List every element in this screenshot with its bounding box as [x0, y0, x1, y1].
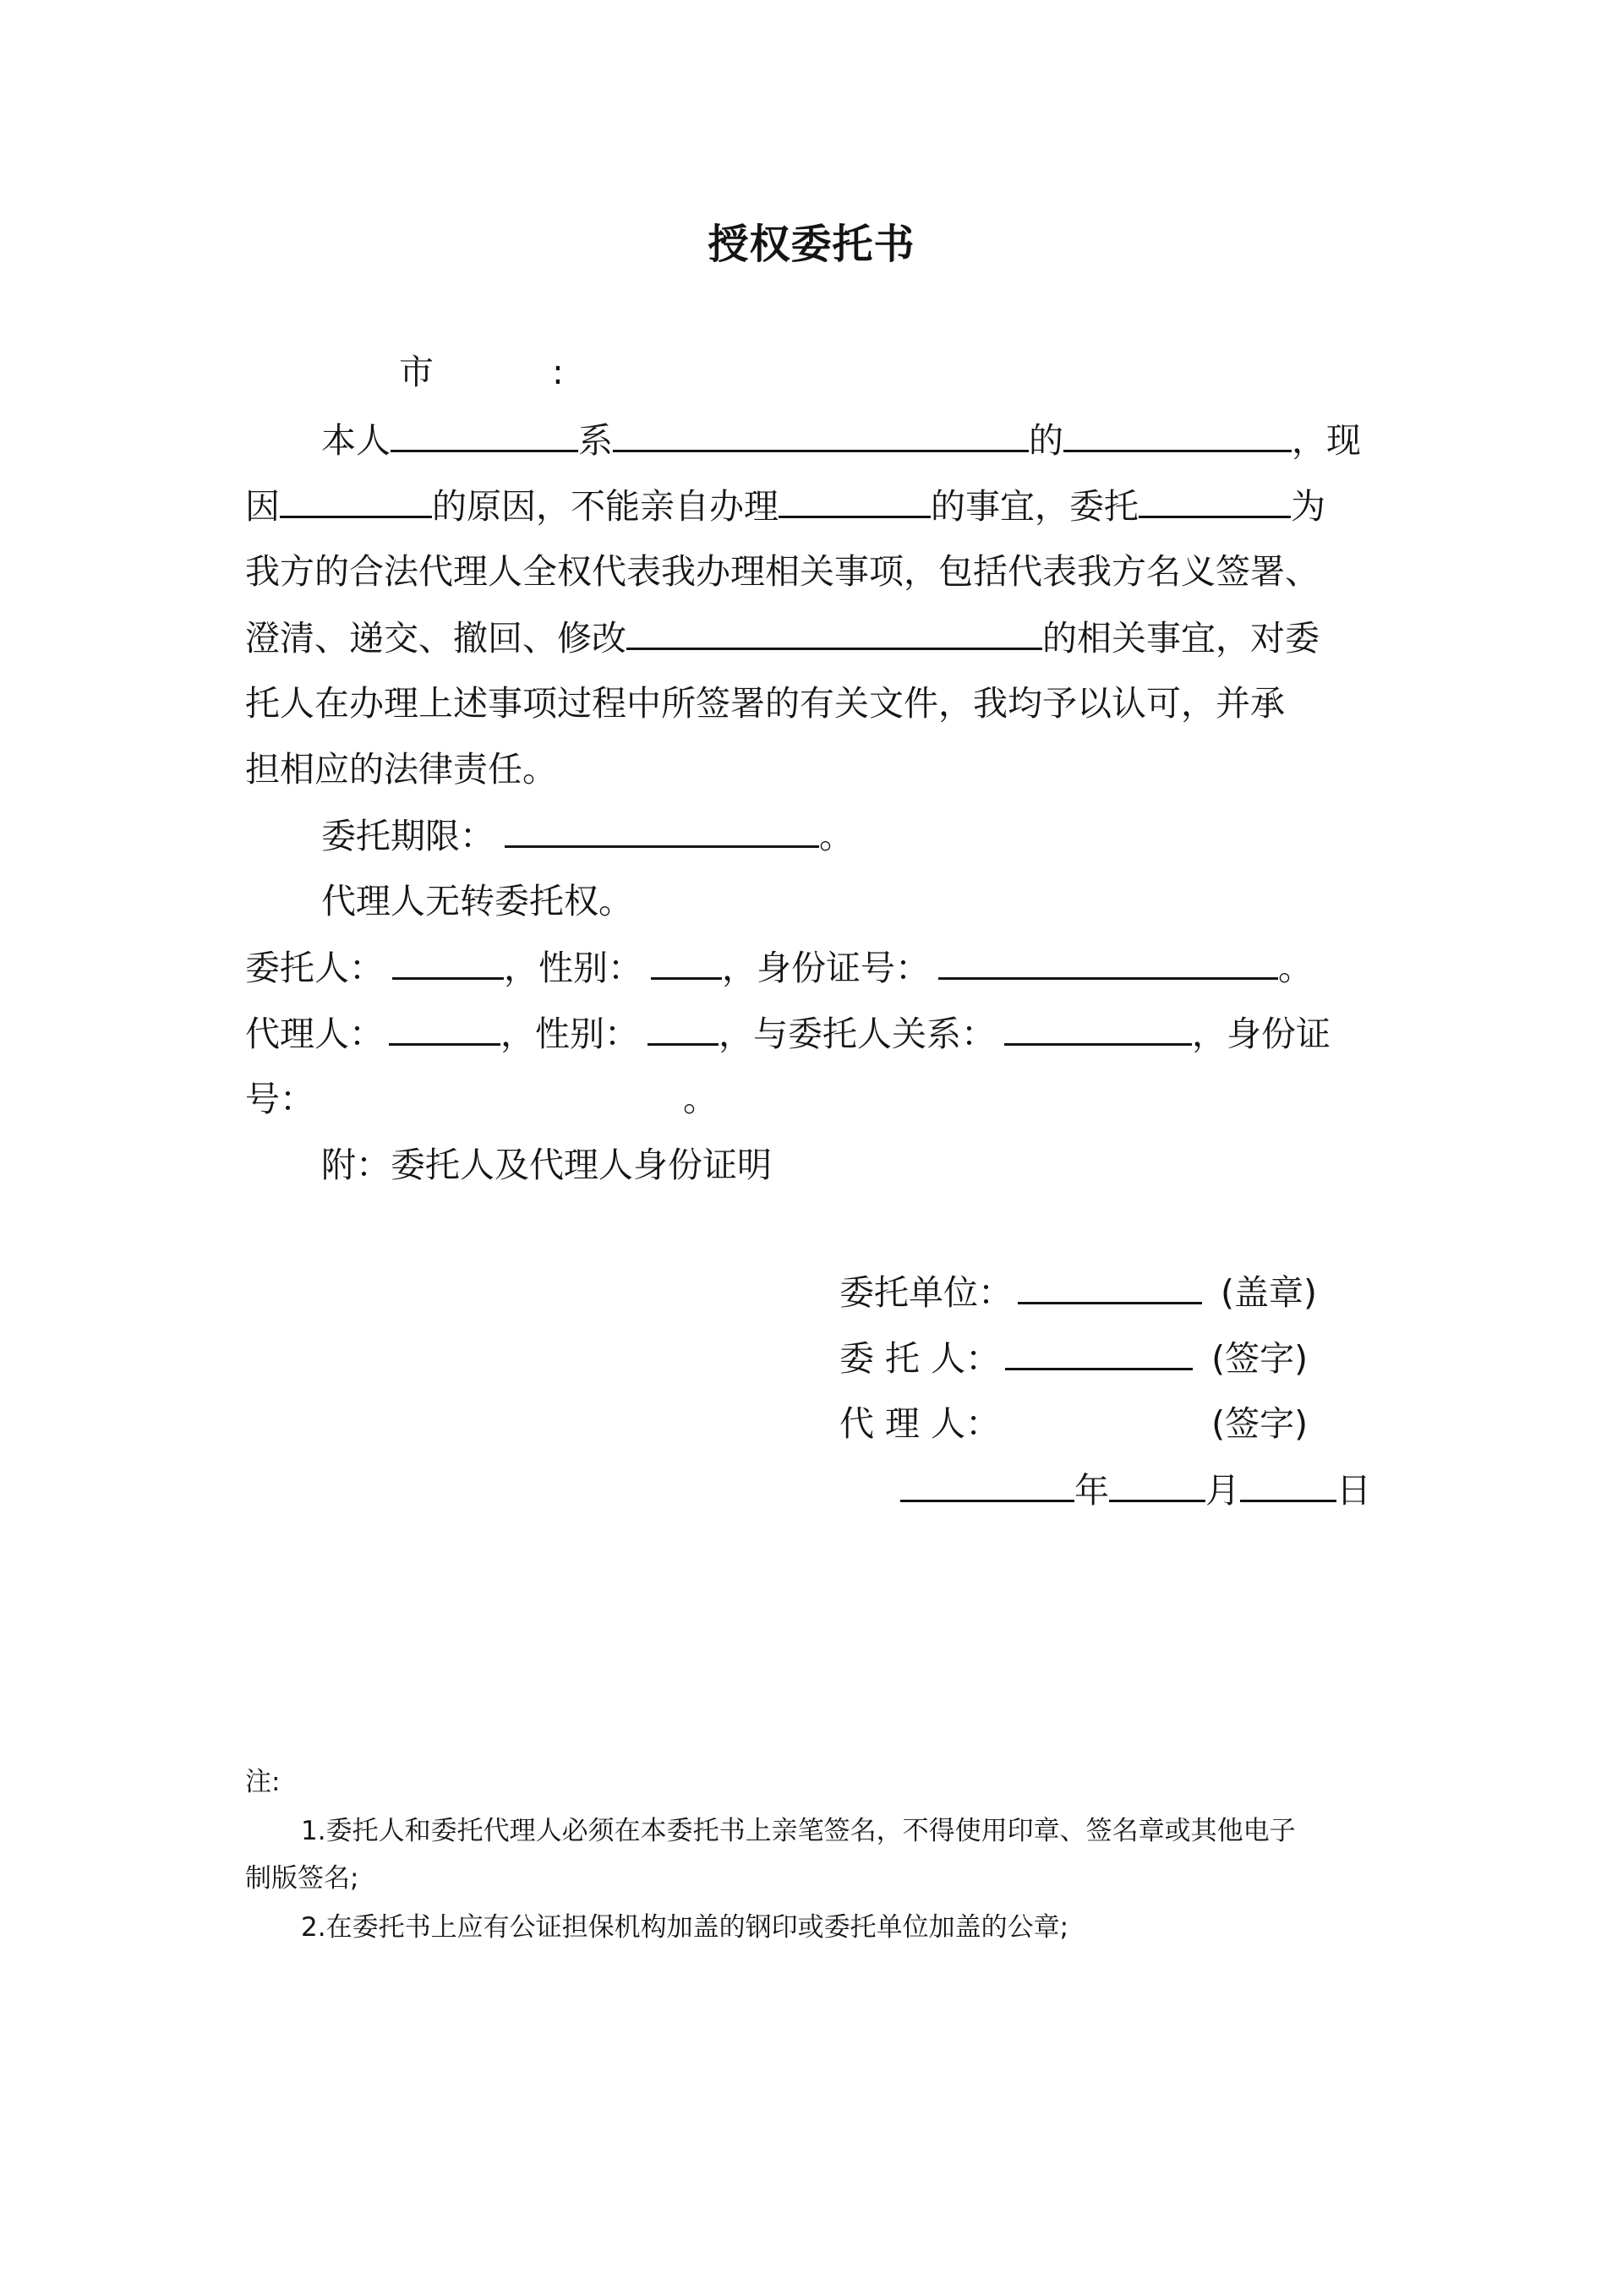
agent-label: 代理人： — [245, 1014, 384, 1054]
agent-name-blank[interactable] — [1139, 482, 1291, 518]
text-xian: ，现 — [1292, 420, 1361, 461]
agent-gender-blank[interactable] — [648, 1009, 719, 1046]
project-blank[interactable] — [626, 614, 1042, 650]
paragraph-line-3: 我方的合法代理人全权代表我办理相关事项，包括代表我方名义签署、 — [245, 551, 1320, 592]
addressee-city: 市 — [399, 352, 434, 392]
text-shiyi: 的事宜，委托 — [931, 486, 1139, 527]
principal-label: 委托人： — [245, 948, 384, 988]
paragraph-line-1 — [321, 416, 1361, 464]
text-xi: 系 — [578, 420, 613, 461]
agent-id-label: ，身份证 — [1192, 1014, 1331, 1054]
unit-suffix: (盖章) — [1221, 1272, 1317, 1313]
unit-label: 委托单位： — [839, 1272, 1013, 1313]
note-2: 2.在委托书上应有公证担保机构加盖的钢印或委托单位加盖的公章; — [301, 1912, 1069, 1943]
note-1b: 制版签名; — [245, 1863, 359, 1894]
text-wei: 为 — [1291, 486, 1325, 527]
principal-gender-blank[interactable] — [651, 943, 722, 980]
principal-signature-row — [839, 1334, 1308, 1382]
paragraph-line-5: 托人在办理上述事项过程中所签署的有关文件，我均予以认可，并承 — [245, 683, 1285, 724]
agent-signature-row — [839, 1400, 1308, 1447]
agent-gender-label: ，性别： — [500, 1014, 639, 1054]
agent-line — [245, 1009, 1331, 1058]
text-benren: 本人 — [321, 420, 391, 461]
relation-label: ，与委托人关系： — [719, 1014, 996, 1054]
text-de: 的 — [1029, 420, 1063, 461]
agent-id-label2: 号： — [245, 1079, 314, 1119]
month-blank[interactable] — [1109, 1466, 1205, 1502]
text-yin: 因 — [245, 486, 280, 527]
unit-signature-row — [839, 1268, 1317, 1316]
agent-id-line — [245, 1075, 718, 1123]
date-row — [900, 1466, 1371, 1514]
day-blank[interactable] — [1240, 1466, 1336, 1502]
text-reason: 的原因，不能亲自办理 — [432, 486, 779, 527]
name-blank[interactable] — [391, 416, 578, 452]
paragraph-line-4 — [245, 614, 1320, 662]
document-title: 授权委托书 — [708, 221, 915, 268]
term-label: 委托期限： — [321, 816, 495, 856]
relation-blank[interactable] — [1004, 1009, 1192, 1046]
paragraph-line-2 — [245, 482, 1325, 530]
agent-id-end: 。 — [683, 1079, 718, 1119]
company-blank[interactable] — [613, 416, 1029, 452]
position-blank[interactable] — [1063, 416, 1292, 452]
principal-sig-suffix: (签字) — [1211, 1338, 1309, 1379]
unit-blank[interactable] — [1018, 1268, 1202, 1304]
day-label: 日 — [1336, 1470, 1371, 1511]
addressee-line — [399, 348, 564, 396]
matter-blank[interactable] — [779, 482, 931, 518]
addressee-colon: : — [552, 352, 564, 392]
principal-id-blank[interactable] — [938, 943, 1278, 980]
id-label: ，身份证号： — [722, 948, 930, 988]
year-blank[interactable] — [900, 1466, 1074, 1502]
month-label: 月 — [1205, 1470, 1240, 1511]
text-p4a: 澄清、递交、撤回、修改 — [245, 618, 626, 659]
agent-sig-label: 代 理 人： — [839, 1403, 1001, 1444]
year-label: 年 — [1074, 1470, 1109, 1511]
note-1a: 1.委托人和委托代理人必须在本委托书上亲笔签名，不得使用印章、签名章或其他电子 — [301, 1816, 1296, 1846]
principal-line — [245, 943, 1313, 992]
principal-sig-label: 委 托 人： — [839, 1338, 1001, 1379]
text-p4b: 的相关事宜，对委 — [1042, 618, 1320, 659]
reason-blank[interactable] — [280, 482, 432, 518]
attachment-line: 附：委托人及代理人身份证明 — [321, 1145, 772, 1185]
agent-sig-suffix: (签字) — [1211, 1403, 1309, 1444]
principal-name-blank[interactable] — [392, 943, 504, 980]
paragraph-line-6: 担相应的法律责任。 — [245, 749, 557, 790]
agent-name-blank2[interactable] — [389, 1009, 500, 1046]
principal-sig-blank[interactable] — [1005, 1334, 1193, 1370]
principal-end: 。 — [1278, 948, 1313, 988]
term-blank[interactable] — [505, 812, 819, 848]
no-transfer-line: 代理人无转委托权。 — [321, 881, 633, 921]
term-line — [321, 812, 854, 860]
term-end: 。 — [819, 816, 854, 856]
gender-label: ，性别： — [504, 948, 642, 988]
notes-heading: 注: — [245, 1767, 281, 1797]
